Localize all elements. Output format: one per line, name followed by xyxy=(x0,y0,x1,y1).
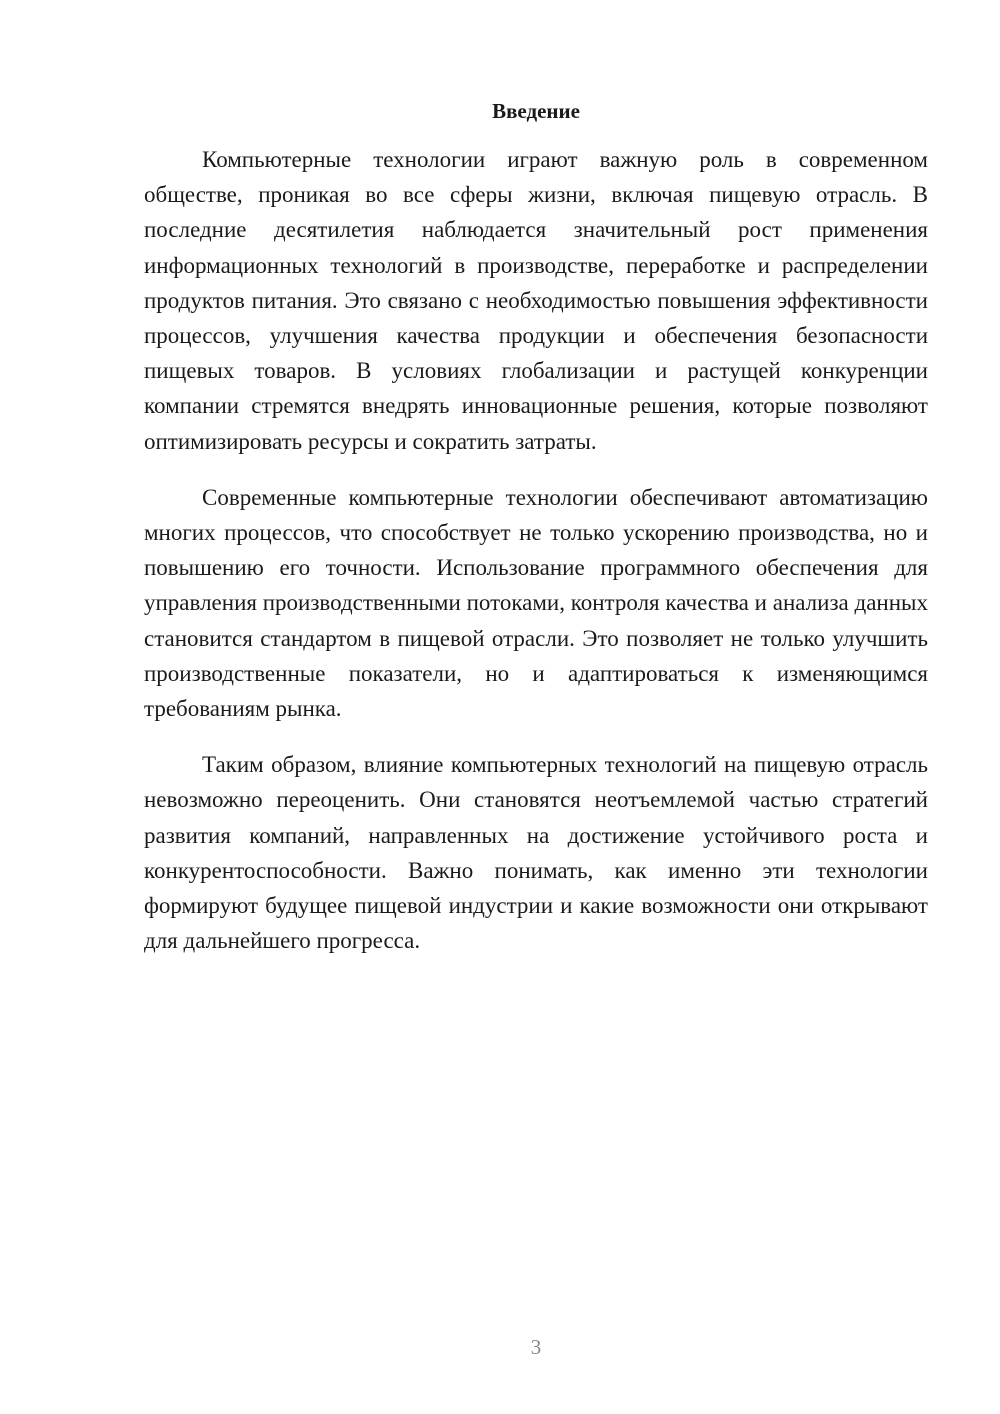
paragraph-2: Современные компьютерные технологии обеспечивают автоматизацию многих процессов, что способствует не только ускорению производства, но и повышению его точности. Использование программного обеспечения для управления производственными потоками, контроля качества и анализа данных становится стандартом в пищевой отрасли. Это позволяет не только улучшить производственные показатели, но и адаптироваться к изменяющимся требованиям рынка. xyxy=(144,484,928,722)
paragraph-3: Таким образом, влияние компьютерных технологий на пищевую отрасль невозможно переоценить. Они становятся неотъемлемой частью стратегий развития компаний, направленных на достижение устойчивого роста и конкурентоспособности. Важно понимать, как именно эти технологии формируют будущее пищевой индустрии и какие возможности они открывают для дальнейшего прогресса. xyxy=(144,752,928,954)
paragraph-1: Компьютерные технологии играют важную роль в современном обществе, проникая во все сферы жизни, включая пищевую отрасль. В последние десятилетия наблюдается значительный рост применения информационных технологий в производстве, переработке и распределении продуктов питания. Это связано с необходимостью повышения эффективности процессов, улучшения качества продукции и обеспечения безопасности пищевых товаров. В условиях глобализации и растущей конкуренции компании стремятся внедрять инновационные решения, которые позволяют оптимизировать ресурсы и сократить затраты. xyxy=(144,147,928,454)
section-title: Введение xyxy=(492,99,580,123)
body-text xyxy=(144,142,928,958)
page-number: 3 xyxy=(530,1335,542,1359)
